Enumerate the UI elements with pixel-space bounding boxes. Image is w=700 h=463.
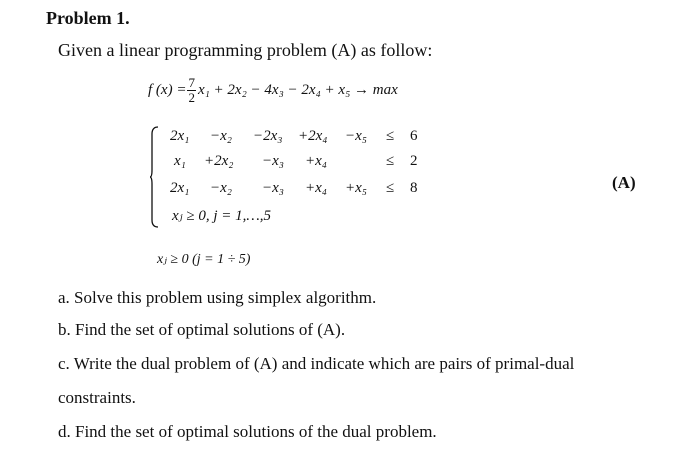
problem-label: (A) xyxy=(612,173,636,192)
objective-lhs: f (x) = xyxy=(148,82,187,98)
constraint-term: 2x₁ xyxy=(170,180,190,196)
question-b: b. Find the set of optimal solutions of (A). xyxy=(58,320,346,339)
question-a: a. Solve this problem using simplex algorithm. xyxy=(58,288,377,307)
constraint-term: +x₅ xyxy=(345,180,367,196)
coefficient-fraction xyxy=(187,76,196,105)
constraint-term: +x₄ xyxy=(305,153,327,169)
nonnegativity-condition: xⱼ ≥ 0 (j = 1 ÷ 5) xyxy=(157,252,251,267)
problem-title: Problem 1. xyxy=(46,8,130,28)
objective-function xyxy=(148,76,398,105)
constraint-term: −x₅ xyxy=(345,128,367,144)
constraint-term: −x₃ xyxy=(262,180,284,196)
fraction-numerator: 7 xyxy=(188,75,195,90)
constraint-relation: ≤ xyxy=(386,153,395,169)
objective-terms: x₁ + 2x₂ − 4x₃ − 2x₄ + x₅ → max xyxy=(197,82,398,98)
constraint-term: 2x₁ xyxy=(170,128,190,144)
constraint-term: −2x₃ xyxy=(253,128,283,144)
constraint-term: +x₄ xyxy=(305,180,327,196)
constraint-term: x₁ xyxy=(174,153,186,169)
constraint-relation: ≤ xyxy=(386,128,395,144)
constraint-term: −x₂ xyxy=(210,180,232,196)
question-c-line-1: c. Write the dual problem of (A) and indicate which are pairs of primal-dual xyxy=(58,354,575,373)
constraint-term: +2x₂ xyxy=(204,153,234,169)
constraint-rhs: 6 xyxy=(410,128,418,144)
system-brace xyxy=(150,126,159,228)
constraint-term: −x₂ xyxy=(210,128,232,144)
constraint-relation: ≤ xyxy=(386,180,395,196)
constraint-term: +2x₄ xyxy=(298,128,328,144)
question-d: d. Find the set of optimal solutions of the dual problem. xyxy=(58,422,437,441)
constraint-rhs: 8 xyxy=(410,180,418,196)
fraction-denominator: 2 xyxy=(188,90,195,105)
domain-condition: xⱼ ≥ 0, j = 1,…,5 xyxy=(172,208,271,224)
problem-intro: Given a linear programming problem (A) as follow: xyxy=(58,40,433,60)
question-c-line-2: constraints. xyxy=(58,388,136,407)
constraint-term: −x₃ xyxy=(262,153,284,169)
constraint-rhs: 2 xyxy=(410,153,418,169)
